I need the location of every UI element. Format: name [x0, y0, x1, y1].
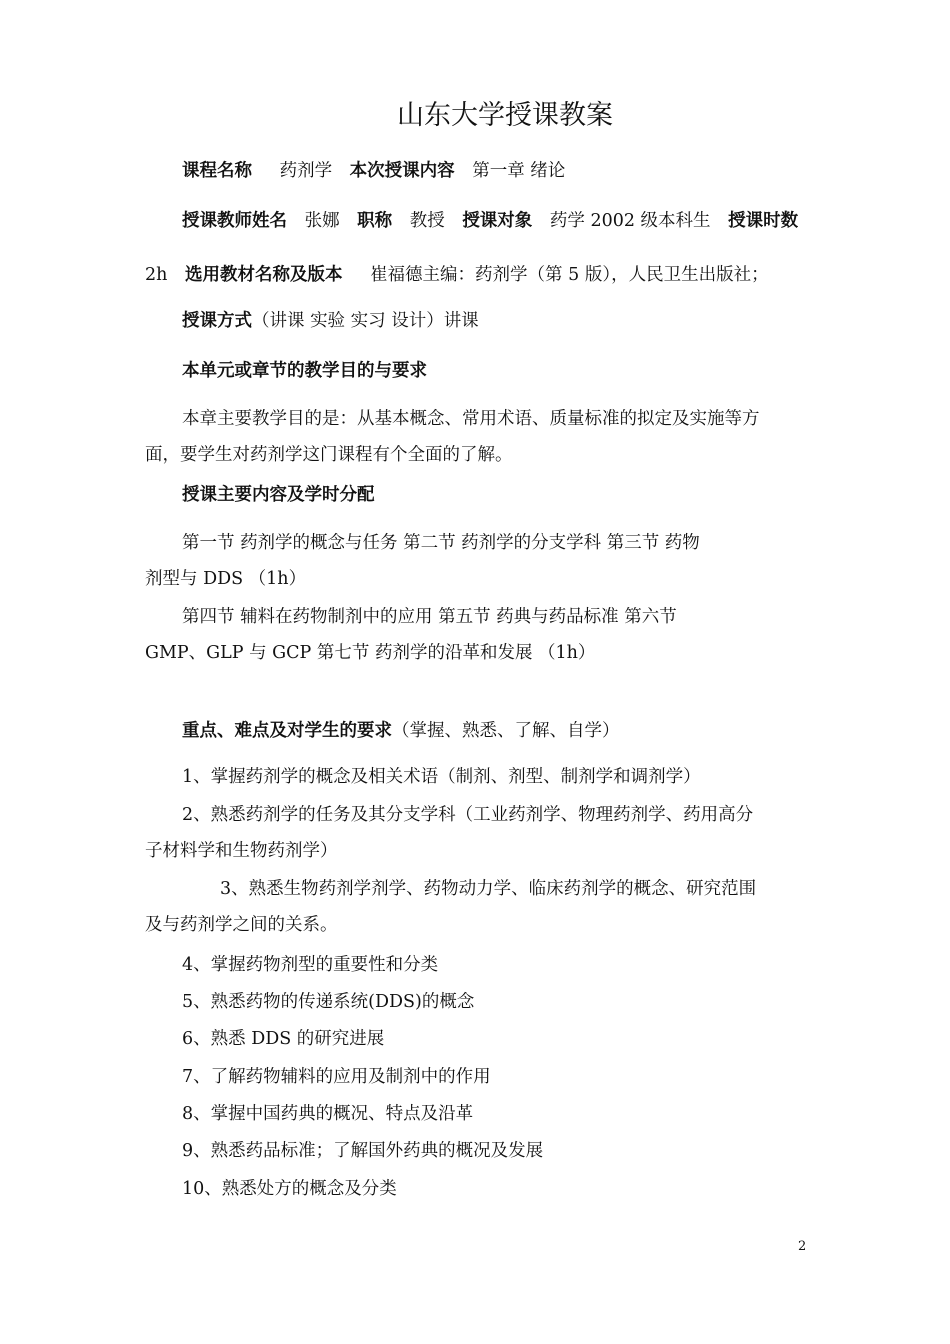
method-value: 讲课 — [443, 311, 479, 331]
requirements-heading: 重点、难点及对学生的要求 — [182, 721, 392, 741]
teacher-value: 张娜 — [304, 211, 340, 231]
requirement-item-3-line-2: 及与药剂学之间的关系。 — [145, 915, 338, 935]
course-info-line — [182, 160, 565, 182]
document-title: 山东大学授课教案 — [397, 100, 613, 131]
requirement-item-8: 8、掌握中国药典的概况、特点及沿革 — [182, 1104, 474, 1124]
course-value: 药剂学 — [279, 161, 333, 181]
method-options: （讲课 实验 实习 设计） — [252, 311, 444, 331]
requirement-item-3-line-1: 3、熟悉生物药剂学剂学、药物动力学、临床药剂学的概念、研究范围 — [220, 879, 757, 899]
method-label: 授课方式 — [182, 311, 252, 331]
content-line-2: 剂型与 DDS （1h） — [145, 569, 307, 589]
content-line-1: 第一节 药剂学的概念与任务 第二节 药剂学的分支学科 第三节 药物 — [182, 533, 700, 553]
textbook-label: 选用教材名称及版本 — [184, 265, 343, 285]
audience-value: 药学 2002 级本科生 — [549, 211, 711, 231]
requirement-item-10: 10、熟悉处方的概念及分类 — [182, 1179, 397, 1199]
teacher-label: 授课教师姓名 — [182, 211, 287, 231]
content-line-4: GMP、GLP 与 GCP 第七节 药剂学的沿革和发展 （1h） — [145, 643, 596, 663]
textbook-value: 崔福德主编：药剂学（第 5 版），人民卫生出版社； — [370, 265, 769, 285]
requirement-item-2-line-1: 2、熟悉药剂学的任务及其分支学科（工业药剂学、物理药剂学、药用高分 — [182, 805, 754, 825]
textbook-info-line — [145, 264, 769, 286]
requirement-item-6: 6、熟悉 DDS 的研究进展 — [182, 1029, 385, 1049]
audience-label: 授课对象 — [462, 211, 533, 231]
requirement-item-1: 1、掌握药剂学的概念及相关术语（制剂、剂型、制剂学和调剂学） — [182, 767, 701, 787]
requirement-item-4: 4、掌握药物剂型的重要性和分类 — [182, 955, 439, 975]
requirements-heading-line — [182, 720, 620, 742]
requirement-item-2-line-2: 子材料学和生物药剂学） — [145, 841, 338, 861]
content-label: 本次授课内容 — [349, 161, 455, 181]
objectives-heading: 本单元或章节的教学目的与要求 — [182, 361, 427, 381]
content-heading: 授课主要内容及学时分配 — [182, 485, 375, 505]
course-label: 课程名称 — [182, 161, 252, 181]
requirement-item-5: 5、熟悉药物的传递系统(DDS)的概念 — [182, 992, 475, 1012]
method-info-line — [182, 310, 479, 332]
content-value: 第一章 绪论 — [472, 161, 566, 181]
rank-label: 职称 — [357, 211, 393, 231]
page-number: 2 — [798, 1239, 807, 1254]
teacher-info-line — [182, 210, 798, 232]
requirements-heading-suffix: （掌握、熟悉、了解、自学） — [392, 721, 620, 741]
hours-value: 2h — [145, 265, 168, 285]
content-line-3: 第四节 辅料在药物制剂中的应用 第五节 药典与药品标准 第六节 — [182, 607, 677, 627]
requirement-item-7: 7、了解药物辅料的应用及制剂中的作用 — [182, 1067, 491, 1087]
objectives-line-1: 本章主要教学目的是：从基本概念、常用术语、质量标准的拟定及实施等方 — [182, 409, 760, 429]
objectives-line-2: 面，要学生对药剂学这门课程有个全面的了解。 — [145, 445, 513, 465]
rank-value: 教授 — [409, 211, 445, 231]
hours-label: 授课时数 — [728, 211, 799, 231]
requirement-item-9: 9、熟悉药品标准；了解国外药典的概况及发展 — [182, 1141, 544, 1161]
